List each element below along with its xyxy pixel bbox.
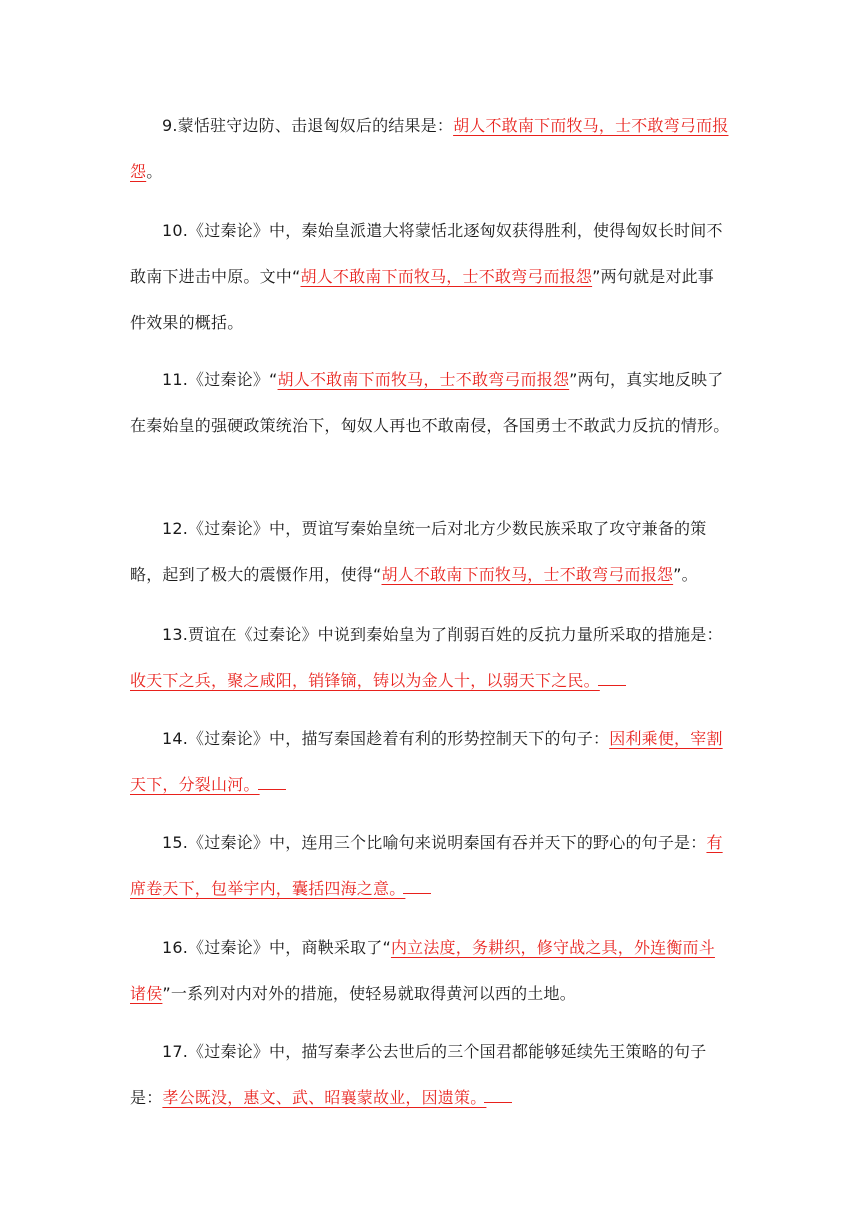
question-text-tail: ”一系列对内对外的措施，使轻易就取得黄河以西的土地。	[162, 984, 576, 1003]
question-text: 11.《过秦论》“	[162, 370, 278, 389]
answer-blank-line	[403, 879, 431, 894]
question-text: 9.蒙恬驻守边防、击退匈奴后的结果是：	[162, 116, 454, 135]
answer-text: 胡人不敢南下而牧马，士不敢弯弓而报怨	[277, 370, 570, 389]
question-text: 17.《过秦论》中，描写秦孝公去世后的三个国君都能够延续先王策略的句子是：	[130, 1042, 707, 1107]
answer-text: 因利乘便，宰割天下，分裂山河。	[130, 729, 723, 794]
question-text-tail: ”。	[673, 565, 698, 584]
answer-text: 有席卷天下，包举宇内，囊括四海之意。	[130, 833, 723, 898]
question-text: 16.《过秦论》中，商鞅采取了“	[162, 938, 391, 957]
question-13	[130, 612, 730, 704]
question-text-tail: 。	[146, 162, 163, 181]
answer-text: 胡人不敢南下而牧马，士不敢弯弓而报怨	[130, 116, 729, 181]
question-12	[130, 506, 730, 598]
question-10	[130, 208, 730, 346]
question-11	[130, 357, 730, 449]
answer-blank-line	[484, 1088, 512, 1103]
question-text: 14.《过秦论》中，描写秦国趁着有利的形势控制天下的句子：	[162, 729, 610, 748]
question-text: 13.贾谊在《过秦论》中说到秦始皇为了削弱百姓的反抗力量所采取的措施是：	[162, 625, 723, 644]
answer-blank-line	[258, 775, 286, 790]
question-14	[130, 716, 730, 808]
answer-text: 收天下之兵，聚之咸阳，销锋镝，铸以为金人十，以弱天下之民。	[130, 671, 600, 690]
answer-text: 胡人不敢南下而牧马，士不敢弯弓而报怨	[300, 267, 593, 286]
answer-text: 孝公既没，惠文、武、昭襄蒙故业，因遗策。	[162, 1088, 487, 1107]
question-text-tail: ”两句就是对此事件效果的概括。	[130, 267, 714, 332]
question-15	[130, 820, 730, 912]
question-text: 10.《过秦论》中，秦始皇派遣大将蒙恬北逐匈奴获得胜利，使得匈奴长时间不敢南下进击中原。文中“	[130, 221, 723, 286]
question-text-tail: ”两句，真实地反映了在秦始皇的强硬政策统治下，匈奴人再也不敢南侵，各国勇士不敢武力反抗的情形。	[130, 370, 730, 435]
answer-text: 内立法度，务耕织，修守战之具，外连衡而斗诸侯	[130, 938, 715, 1003]
question-text: 15.《过秦论》中，连用三个比喻句来说明秦国有吞并天下的野心的句子是：	[162, 833, 707, 852]
question-text: 12.《过秦论》中，贾谊写秦始皇统一后对北方少数民族采取了攻守兼备的策略，起到了极大的震慑作用，使得“	[130, 519, 707, 584]
question-9	[130, 103, 730, 195]
question-17	[130, 1029, 730, 1121]
answer-blank-line	[598, 671, 626, 686]
question-16	[130, 925, 730, 1017]
answer-text: 胡人不敢南下而牧马，士不敢弯弓而报怨	[381, 565, 674, 584]
